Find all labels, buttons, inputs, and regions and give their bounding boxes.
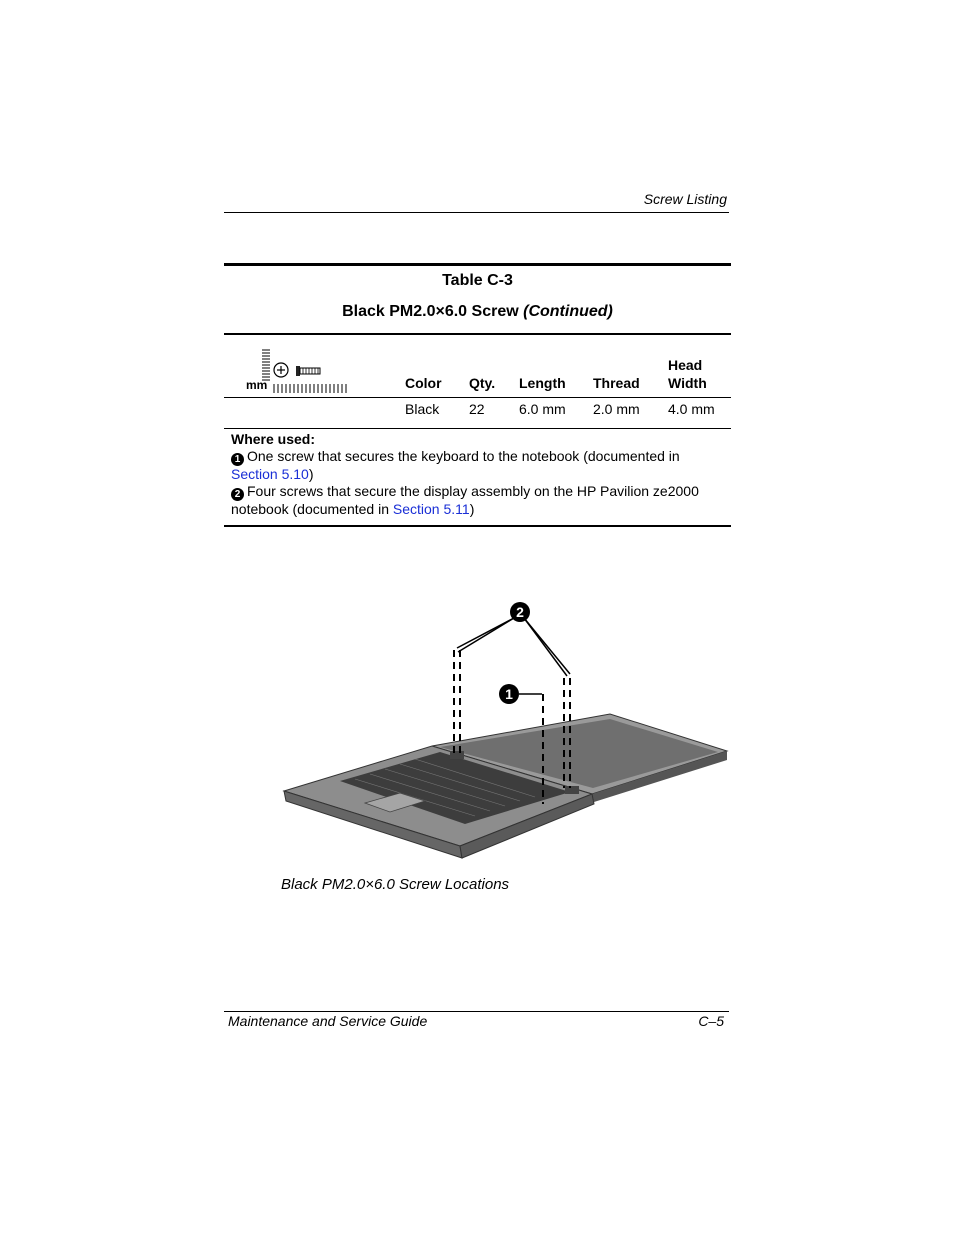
cell-color: Black	[405, 401, 440, 417]
header-row-rule	[224, 397, 731, 398]
col-width: Width	[668, 375, 707, 391]
callout-2-icon: 2	[231, 488, 244, 501]
col-thread: Thread	[593, 375, 640, 391]
footer-rule	[224, 1011, 729, 1012]
table-number: Table C-3	[442, 272, 513, 289]
where-used-label: Where used:	[231, 431, 316, 447]
header-rule	[224, 212, 729, 213]
where-used-block	[231, 431, 726, 518]
icon-unit-label: mm	[246, 378, 268, 392]
callout-1-icon: 1	[231, 453, 244, 466]
cell-qty: 22	[469, 401, 485, 417]
section-5-11-link[interactable]: Section 5.11	[392, 501, 470, 517]
data-row-rule	[224, 428, 731, 429]
where-used-item-2: 2 Four screws that secure the display assembly on the HP Pavilion ze2000 notebook (documented in Section 5.11)	[231, 483, 699, 517]
figure-callout-2-label: 2	[516, 604, 524, 620]
running-header: Screw Listing	[643, 191, 727, 207]
figure-caption: Black PM2.0×6.0 Screw Locations	[281, 876, 510, 893]
table-title-main: Black PM2.0×6.0 Screw	[342, 303, 519, 320]
table-title	[224, 303, 731, 321]
cell-length: 6.0 mm	[519, 401, 566, 417]
table-title-continued: (Continued)	[523, 303, 613, 320]
footer-title: Maintenance and Service Guide	[228, 1013, 428, 1029]
table-top-rule	[224, 263, 731, 266]
col-color: Color	[405, 375, 442, 391]
cell-head-width: 4.0 mm	[668, 401, 715, 417]
notebook-illustration	[280, 596, 730, 866]
col-qty: Qty.	[469, 375, 496, 391]
cell-thread: 2.0 mm	[593, 401, 640, 417]
table-title-rule	[224, 333, 731, 335]
col-length: Length	[519, 375, 566, 391]
section-5-10-link[interactable]: Section 5.10	[231, 466, 309, 482]
figure-callout-1-label: 1	[505, 686, 513, 702]
where-used-item-1: 1 One screw that secures the keyboard to the notebook (documented in Section 5.10)	[231, 448, 680, 482]
col-head: Head	[668, 357, 703, 373]
table-bottom-rule	[224, 525, 731, 527]
page-number: C–5	[698, 1013, 724, 1029]
